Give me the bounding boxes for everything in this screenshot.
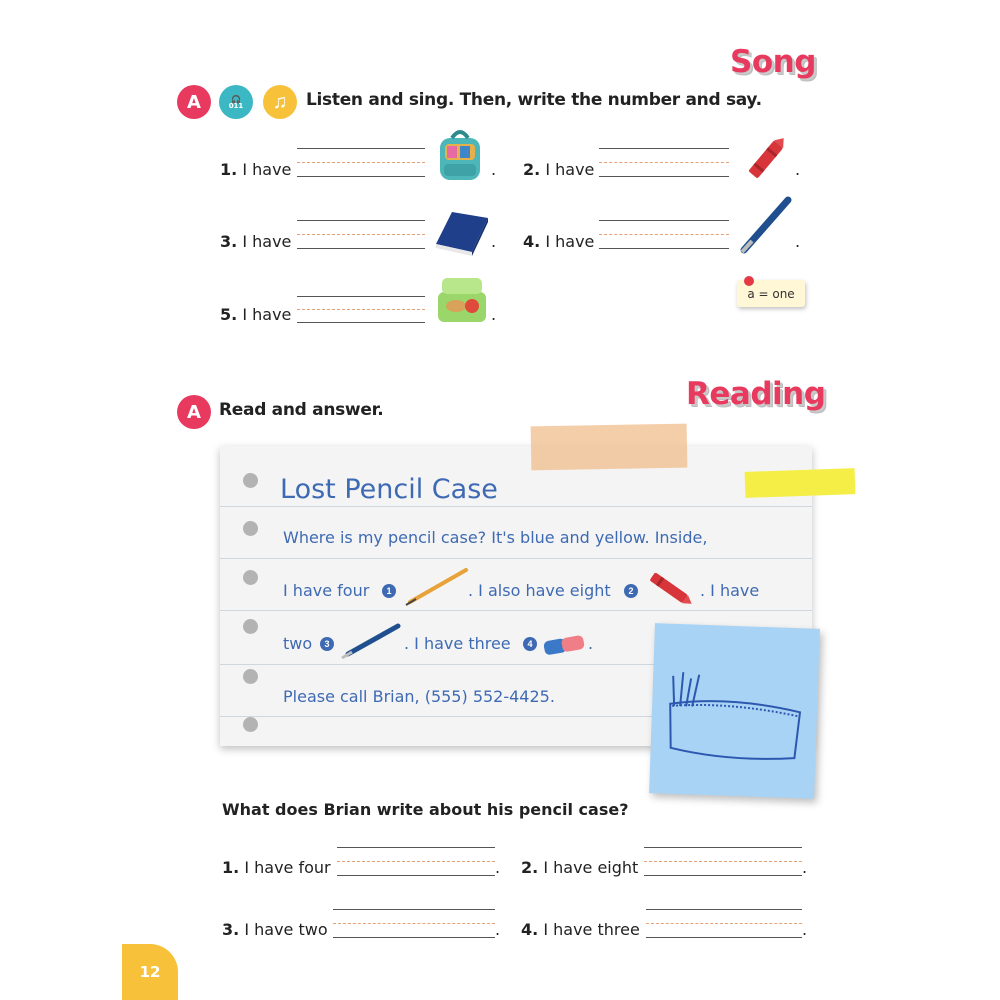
reading-answer-line-4[interactable] — [646, 937, 802, 938]
write-line-mid — [297, 162, 425, 163]
period: . — [491, 232, 497, 251]
write-line-mid — [297, 309, 425, 310]
write-line-mid — [599, 234, 729, 235]
marker-2: 2 — [624, 584, 638, 598]
binder-hole — [243, 473, 258, 488]
write-line-top — [297, 148, 425, 149]
item-text: I have three — [543, 920, 640, 939]
note-line-1: Where is my pencil case? It's blue and yellow. Inside, — [283, 528, 708, 547]
pen-icon — [340, 622, 402, 660]
song-section-title: Song — [730, 44, 816, 80]
item-text: I have — [545, 232, 595, 251]
binder-hole — [243, 669, 258, 684]
write-line-top — [599, 148, 729, 149]
write-line-mid — [337, 861, 495, 862]
headphones-icon: 🎧 — [231, 94, 241, 104]
masking-tape — [531, 424, 688, 471]
song-item-2 — [523, 160, 594, 179]
item-number: 4. — [523, 232, 541, 251]
reading-question: What does Brian write about his pencil case? — [222, 800, 629, 819]
period: . — [802, 920, 808, 939]
paper-line — [220, 506, 812, 507]
sticky-note — [649, 623, 820, 799]
pen-icon — [738, 196, 792, 254]
section-badge: A — [177, 85, 211, 119]
item-number: 1. — [222, 858, 240, 877]
write-line-top — [646, 909, 802, 910]
crayon-icon — [739, 130, 795, 186]
write-line-mid — [599, 162, 729, 163]
reading-answer-line-1[interactable] — [337, 875, 495, 876]
period: . — [795, 160, 801, 179]
write-line-top — [297, 220, 425, 221]
note-line-3a: two — [283, 634, 313, 653]
eraser-icon — [542, 632, 588, 658]
item-text: I have — [545, 160, 595, 179]
item-number: 3. — [222, 920, 240, 939]
song-item-3 — [220, 232, 291, 251]
pencil-icon — [402, 566, 470, 606]
item-text: I have — [242, 232, 292, 251]
song-item-5 — [220, 305, 291, 324]
marker-4: 4 — [523, 637, 537, 651]
song-instruction: Listen and sing. Then, write the number and say. — [306, 90, 762, 110]
period: . — [495, 858, 501, 877]
item-text: I have eight — [543, 858, 639, 877]
item-text: I have — [242, 305, 292, 324]
item-text: I have four — [244, 858, 331, 877]
yellow-tape — [745, 468, 856, 498]
music-note-icon: ♫ — [263, 85, 297, 119]
lunchbox-icon — [434, 274, 490, 326]
item-number: 2. — [523, 160, 541, 179]
pencil-case-drawing — [658, 663, 809, 768]
write-line-top — [599, 220, 729, 221]
book-icon — [432, 210, 490, 256]
reading-answer-line-3[interactable] — [333, 937, 495, 938]
note-title: Lost Pencil Case — [280, 474, 498, 505]
crayon-icon — [644, 570, 700, 610]
item-text: I have two — [244, 920, 328, 939]
reading-answer-1 — [222, 858, 331, 877]
item-number: 1. — [220, 160, 238, 179]
period: . — [802, 858, 808, 877]
song-answer-line-3[interactable] — [297, 248, 425, 249]
note-line-2c: . I have — [700, 581, 760, 600]
reading-answer-4 — [521, 920, 640, 939]
backpack-icon — [436, 126, 484, 182]
song-answer-line-5[interactable] — [297, 322, 425, 323]
note-line-3c: . — [588, 634, 594, 653]
period: . — [491, 160, 497, 179]
audio-track-number: 011 — [228, 101, 244, 110]
reading-answer-line-2[interactable] — [644, 875, 802, 876]
item-text: I have — [242, 160, 292, 179]
note-line-2b: . I also have eight — [468, 581, 611, 600]
write-line-top — [297, 296, 425, 297]
reading-section-title: Reading — [686, 376, 826, 412]
period: . — [495, 920, 501, 939]
write-line-mid — [297, 234, 425, 235]
write-line-mid — [646, 923, 802, 924]
vocab-note: a = one — [737, 280, 805, 307]
item-number: 5. — [220, 305, 238, 324]
reading-answer-2 — [521, 858, 638, 877]
write-line-top — [337, 847, 495, 848]
paper-line — [220, 610, 812, 611]
song-item-4 — [523, 232, 594, 251]
song-answer-line-4[interactable] — [599, 248, 729, 249]
write-line-top — [333, 909, 495, 910]
write-line-top — [644, 847, 802, 848]
write-line-mid — [644, 861, 802, 862]
note-line-4: Please call Brian, (555) 552-4425. — [283, 687, 555, 706]
pushpin-icon — [744, 276, 754, 286]
song-item-1 — [220, 160, 291, 179]
item-number: 2. — [521, 858, 539, 877]
paper-line — [220, 558, 812, 559]
marker-3: 3 — [320, 637, 334, 651]
period: . — [795, 232, 801, 251]
audio-track-icon[interactable] — [219, 85, 253, 119]
binder-hole — [243, 570, 258, 585]
note-line-2a: I have four — [283, 581, 370, 600]
binder-hole — [243, 619, 258, 634]
song-answer-line-2[interactable] — [599, 176, 729, 177]
page-number: 12 — [122, 944, 178, 1000]
reading-answer-3 — [222, 920, 328, 939]
section-badge: A — [177, 395, 211, 429]
item-number: 4. — [521, 920, 539, 939]
song-answer-line-1[interactable] — [297, 176, 425, 177]
marker-1: 1 — [382, 584, 396, 598]
period: . — [491, 305, 497, 324]
write-line-mid — [333, 923, 495, 924]
reading-instruction: Read and answer. — [219, 400, 384, 420]
note-line-3b: . I have three — [404, 634, 511, 653]
binder-hole — [243, 521, 258, 536]
binder-hole — [243, 717, 258, 732]
item-number: 3. — [220, 232, 238, 251]
